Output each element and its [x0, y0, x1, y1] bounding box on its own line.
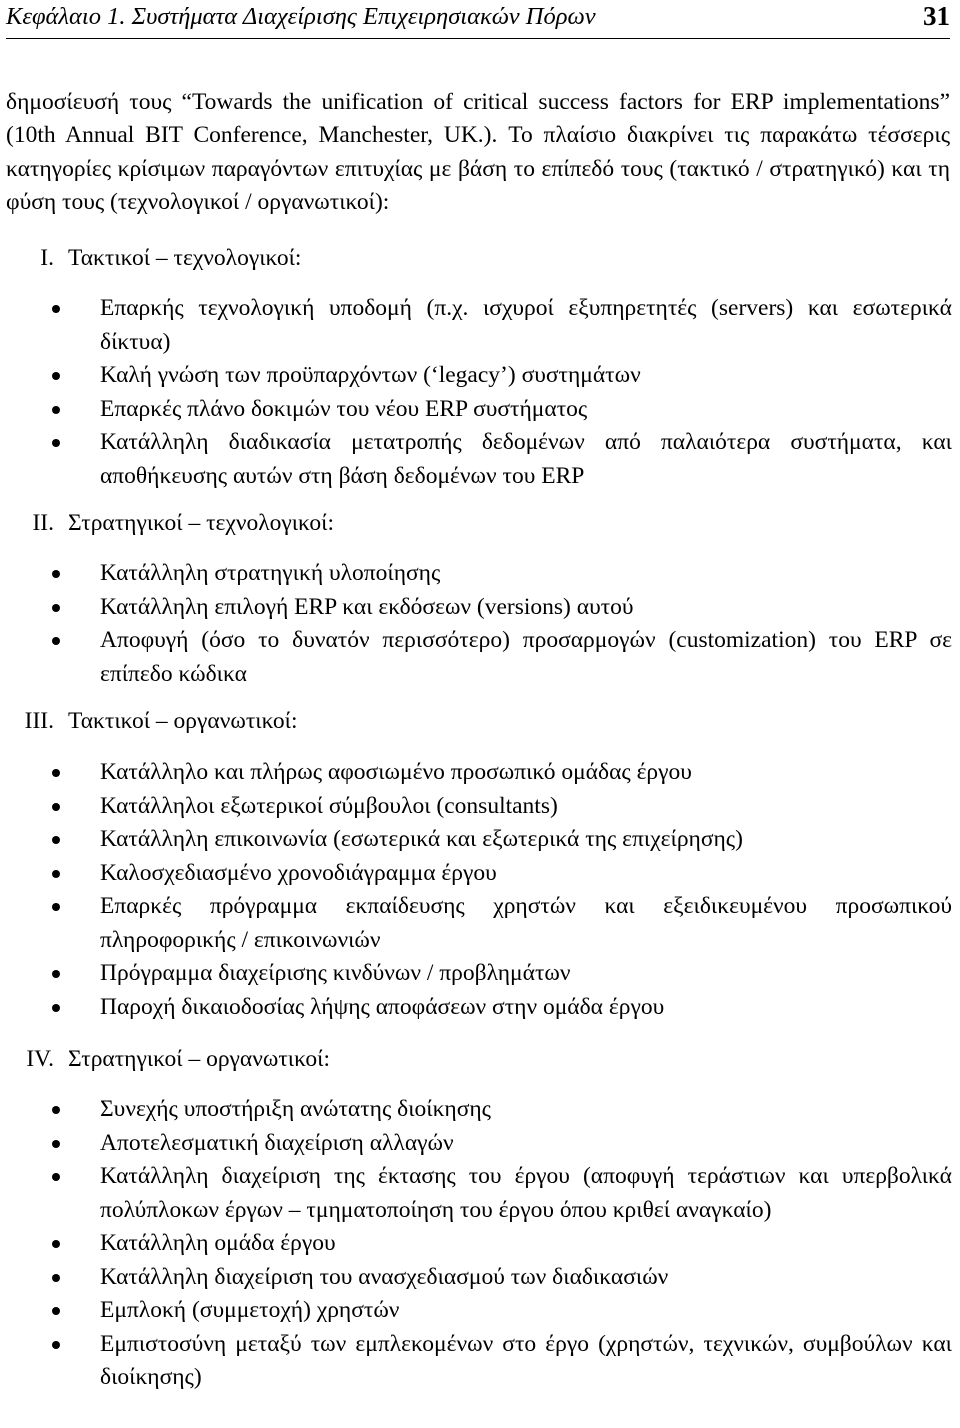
category-heading-2 [6, 507, 950, 541]
category-3-list [0, 756, 952, 1024]
list-item: Κατάλληλη διαχείριση του ανασχεδιασμού των διαδικασιών [0, 1261, 952, 1295]
list-item: Καλοσχεδιασμένο χρονοδιάγραμμα έργου [0, 857, 952, 891]
header-rule [6, 38, 950, 39]
list-item: Επαρκής τεχνολογική υποδομή (π.χ. ισχυροί εξυπηρετητές (servers) και εσωτερικά δίκτυα) [0, 292, 952, 359]
category-title: Τακτικοί – τεχνολογικοί: [68, 245, 302, 271]
list-item: Παροχή δικαιοδοσίας λήψης αποφάσεων στην ομάδα έργου [0, 991, 952, 1025]
category-2-list [0, 557, 952, 691]
list-item: Κατάλληλη διαδικασία μετατροπής δεδομένων από παλαιότερα συστήματα, και αποθήκευσης αυτών στη βάση δεδομένων του ERP [0, 426, 952, 493]
list-item: Καλή γνώση των προϋπαρχόντων (‘legacy’) συστημάτων [0, 359, 952, 393]
list-item: Κατάλληλο και πλήρως αφοσιωμένο προσωπικό ομάδας έργου [0, 756, 952, 790]
page-header [6, 0, 950, 40]
list-item: Κατάλληλη διαχείριση της έκτασης του έργου (αποφυγή τεράστιων και υπερβολικά πολύπλοκων έργων – τμηματοποίηση του έργου όπου κριθεί αναγκαίο) [0, 1160, 952, 1227]
category-number: III. [24, 708, 54, 734]
category-title: Στρατηγικοί – οργανωτικοί: [68, 1046, 331, 1072]
category-heading-4 [6, 1043, 950, 1077]
category-heading-1 [6, 242, 950, 276]
list-item: Κατάλληλη ομάδα έργου [0, 1227, 952, 1261]
category-4-list [0, 1093, 952, 1395]
category-title: Στρατηγικοί – τεχνολογικοί: [68, 510, 334, 536]
list-item: Κατάλληλοι εξωτερικοί σύμβουλοι (consultants) [0, 790, 952, 824]
list-item: Κατάλληλη επιλογή ERP και εκδόσεων (versions) αυτού [0, 591, 952, 625]
list-item: Κατάλληλη επικοινωνία (εσωτερικά και εξωτερικά της επιχείρησης) [0, 823, 952, 857]
list-item: Αποτελεσματική διαχείριση αλλαγών [0, 1127, 952, 1161]
category-title: Τακτικοί – οργανωτικοί: [68, 708, 298, 734]
category-heading-3 [6, 705, 950, 739]
list-item: Εμπλοκή (συμμετοχή) χρηστών [0, 1294, 952, 1328]
list-item: Εμπιστοσύνη μεταξύ των εμπλεκομένων στο έργο (χρηστών, τεχνικών, συμβούλων και διοίκησης) [0, 1328, 952, 1395]
list-item: Συνεχής υποστήριξη ανώτατης διοίκησης [0, 1093, 952, 1127]
intro-paragraph: δημοσίευσή τους “Towards the unification of critical success factors for ERP implementations” (10th Annual BIT Conference, Manchester, UK.). Το πλαίσιο διακρίνει τις παρακάτω τέσσερις κατηγορίες κρίσιμων παραγόντων επιτυχίας με βάση το επίπεδό τους (τακτικό / στρατηγικό) και τη φύση τους (τεχνολογικοί / οργανωτικοί): [6, 88, 950, 215]
list-item: Επαρκές πλάνο δοκιμών του νέου ERP συστήματος [0, 393, 952, 427]
category-1-list [0, 292, 952, 493]
list-item: Πρόγραμμα διαχείρισης κινδύνων / προβλημάτων [0, 957, 952, 991]
list-item: Αποφυγή (όσο το δυνατόν περισσότερο) προσαρμογών (customization) του ERP σε επίπεδο κώδικα [0, 624, 952, 691]
category-number: I. [40, 245, 54, 271]
chapter-title: Κεφάλαιο 1. Συστήματα Διαχείρισης Επιχειρησιακών Πόρων [6, 3, 596, 30]
page-number: 31 [923, 1, 950, 31]
list-item: Κατάλληλη στρατηγική υλοποίησης [0, 557, 952, 591]
category-number: II. [32, 510, 54, 536]
list-item: Επαρκές πρόγραμμα εκπαίδευσης χρηστών και εξειδικευμένου προσωπικού πληροφορικής / επικοινωνιών [0, 890, 952, 957]
category-number: IV. [26, 1046, 54, 1072]
